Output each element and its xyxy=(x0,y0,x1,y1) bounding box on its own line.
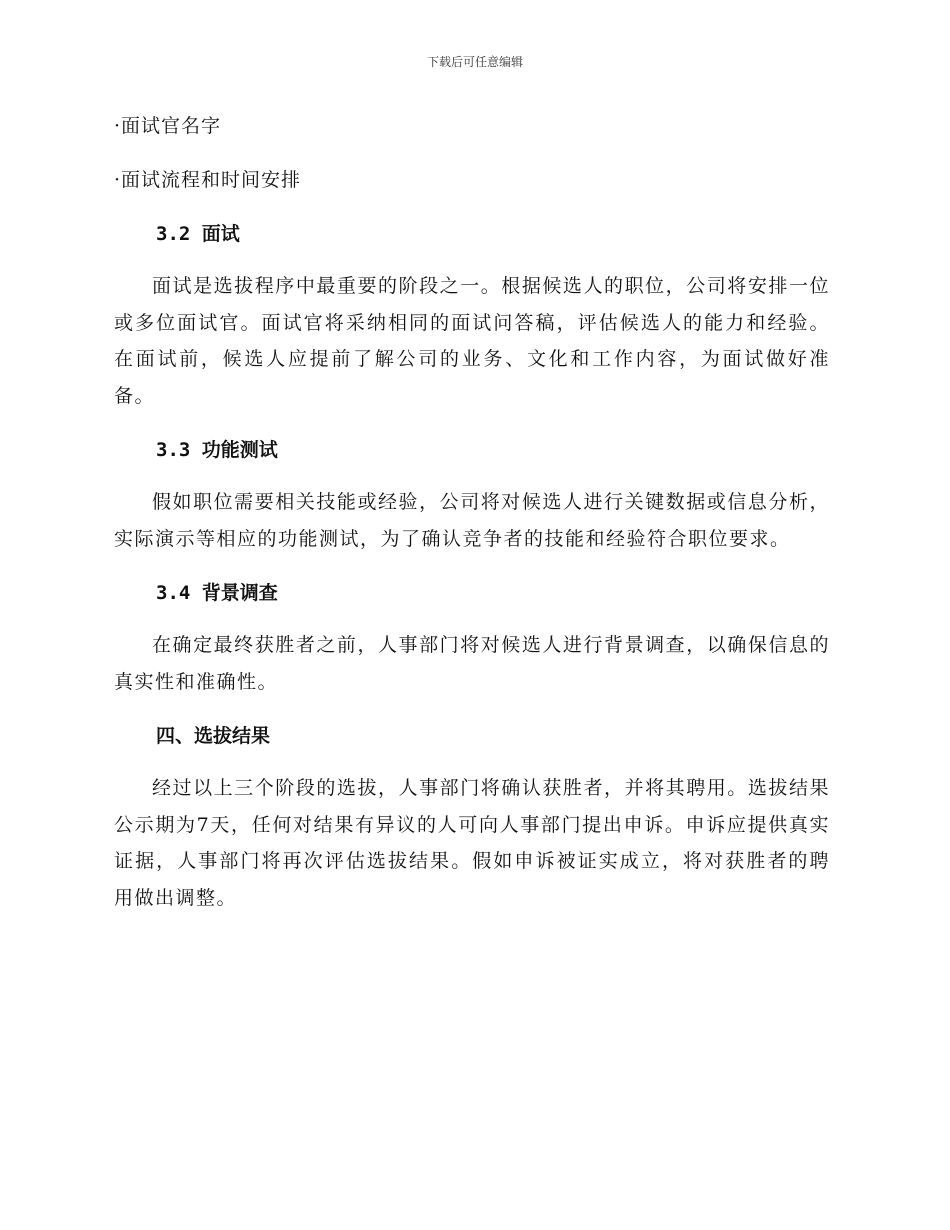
section-heading-interview: 3.2 面试 xyxy=(156,223,240,245)
section-paragraph-background-check: 在确定最终获胜者之前，人事部门将对候选人进行背景调查，以确保信息的真实性和准确性。 xyxy=(114,634,830,693)
bullet-interviewer-name: ·面试官名字 xyxy=(114,115,222,137)
section-paragraph-interview: 面试是选拔程序中最重要的阶段之一。根据候选人的职位，公司将安排一位或多位面试官。面试官将采纳相同的面试问答稿，评估候选人的能力和经验。在面试前，候选人应提前了解公司的业务、文化和工作内容，为面试做好准备。 xyxy=(114,275,830,407)
section-paragraph-selection-result: 经过以上三个阶段的选拔，人事部门将确认获胜者，并将其聘用。选拔结果公示期为7天，任何对结果有异议的人可向人事部门提出申诉。申诉应提供真实证据，人事部门将再次评估选拔结果。假如申诉被证实成立，将对获胜者的聘用做出调整。 xyxy=(114,777,830,909)
section-heading-selection-result: 四、选拔结果 xyxy=(156,725,271,747)
header-note: 下载后可任意编辑 xyxy=(426,55,523,69)
section-heading-background-check: 3.4 背景调查 xyxy=(156,582,278,604)
section-paragraph-function-test: 假如职位需要相关技能或经验，公司将对候选人进行关键数据或信息分析，实际演示等相应的功能测试，为了确认竞争者的技能和经验符合职位要求。 xyxy=(114,491,830,550)
document-body xyxy=(114,108,830,934)
bullet-interview-process: ·面试流程和时间安排 xyxy=(114,169,302,191)
section-heading-function-test: 3.3 功能测试 xyxy=(156,439,278,461)
